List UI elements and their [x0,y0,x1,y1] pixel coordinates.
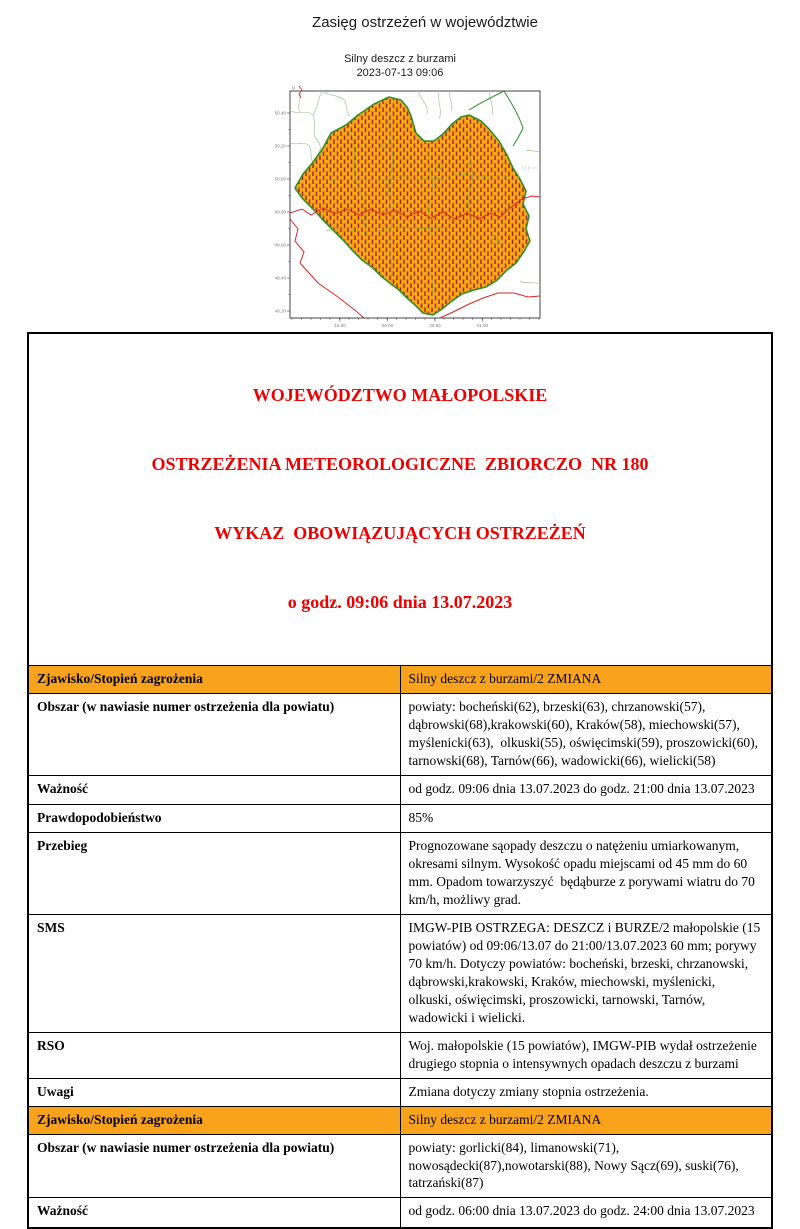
axis-tick-label: 20.00 [381,323,394,328]
table-row [28,776,772,805]
row-label: Przebieg [28,833,400,915]
map-caption [0,53,800,81]
row-value: powiaty: gorlicki(84), limanowski(71), nowosądecki(87),nowotarski(88), Nowy Sącz(69), suski(76), tatrzański(87) [400,1134,772,1198]
table-row [28,833,772,915]
axis-tick-label: 20.50 [429,323,441,328]
row-value: Silny deszcz z burzami/2 ZMIANA [400,1106,772,1134]
axis-tick-label: 50.40 [274,110,286,116]
row-label: Ważność [28,776,400,805]
row-value: od godz. 06:00 dnia 13.07.2023 do godz. 24:00 dnia 13.07.2023 [400,1198,772,1228]
corner-label: 0 [292,86,295,92]
axis-tick-label: 50.00 [274,176,286,182]
row-value: powiaty: bocheński(62), brzeski(63), chrzanowski(57), dąbrowski(68),krakowski(60), Kraków(58), miechowski(57), myślenicki(63), olkuski(55), oświęcimski(59), proszowicki(60), tarnowski(68), Tarnów(66), wadowicki(66), wielicki(58) [400,694,772,776]
row-label: Obszar (w nawiasie numer ostrzeżenia dla powiatu) [28,1134,400,1198]
table-title-line3: WYKAZ OBOWIĄZUJĄCYCH OSTRZEŻEŃ [214,523,586,544]
axis-tick-label: 49.40 [274,275,286,281]
row-label: SMS [28,915,400,1033]
table-title-line2: OSTRZEŻENIA METEOROLOGICZNE ZBIORCZO NR 180 [151,454,649,475]
axis-tick-label: 49.60 [274,242,286,248]
row-value: Woj. małopolskie (15 powiatów), IMGW-PIB wydał ostrzeżenie drugiego stopnia o intensywnych opadach deszczu z burzami [400,1032,772,1078]
table-row [28,1198,772,1228]
page-title: Zasięg ostrzeżeń w województwie [312,14,538,31]
row-value: 85% [400,805,772,833]
row-label: Prawdopodobieństwo [28,805,400,833]
row-label: RSO [28,1032,400,1078]
axis-tick-label: 49.80 [274,209,286,215]
table-row [28,694,772,776]
axis-tick-label: 21.00 [476,323,489,328]
map-caption-datetime: 2023-07-13 09:06 [356,66,444,79]
row-value: Zmiana dotyczy zmiany stopnia ostrzeżenia. [400,1078,772,1106]
table-title-line1: WOJEWÓDZTWO MAŁOPOLSKIE [252,385,548,406]
map-caption-event: Silny deszcz z burzami [344,53,456,65]
table-row [28,1106,772,1134]
table-row [28,1134,772,1198]
table-title [28,333,772,666]
table-row [28,805,772,833]
table-title-line4: o godz. 09:06 dnia 13.07.2023 [287,592,513,613]
row-value: IMGW-PIB OSTRZEGA: DESZCZ i BURZE/2 małopolskie (15 powiatów) od 09:06/13.07 do 21:00/13.07.2023 60 mm; porywy 70 km/h. Dotyczy powiatów: bocheński, brzeski, chrzanowski, dąbrowski,krakowski, Kraków, miechowski, myślenicki, olkuski, oświęcimski, proszowicki, tarnowski, Tarnów, wadowicki i wielicki. [400,915,772,1033]
warnings-table [27,332,773,1229]
row-label: Obszar (w nawiasie numer ostrzeżenia dla powiatu) [28,694,400,776]
table-row [28,1032,772,1078]
row-value: Prognozowane sąopady deszczu o natężeniu umiarkowanym, okresami silnym. Wysokość opadu miejscami od 45 mm do 60 mm. Opadom towarzyszyć będąburze z porywami wiatru do 70 km/h, możliwy grad. [400,833,772,915]
table-row [28,666,772,694]
row-value: Silny deszcz z burzami/2 ZMIANA [400,666,772,694]
axis-tick-label: 50.20 [274,143,286,149]
warning-map [258,86,545,330]
table-body [28,333,772,1228]
row-label: Zjawisko/Stopień zagrożenia [28,1106,400,1134]
row-value: od godz. 09:06 dnia 13.07.2023 do godz. 21:00 dnia 13.07.2023 [400,776,772,805]
row-label: Ważność [28,1198,400,1228]
axis-tick-label: 49.20 [274,308,286,314]
table-row [28,1078,772,1106]
table-row [28,915,772,1033]
row-label: Zjawisko/Stopień zagrożenia [28,666,400,694]
table-title-row [28,333,772,666]
row-label: Uwagi [28,1078,400,1106]
axis-tick-label: 19.50 [334,323,346,328]
